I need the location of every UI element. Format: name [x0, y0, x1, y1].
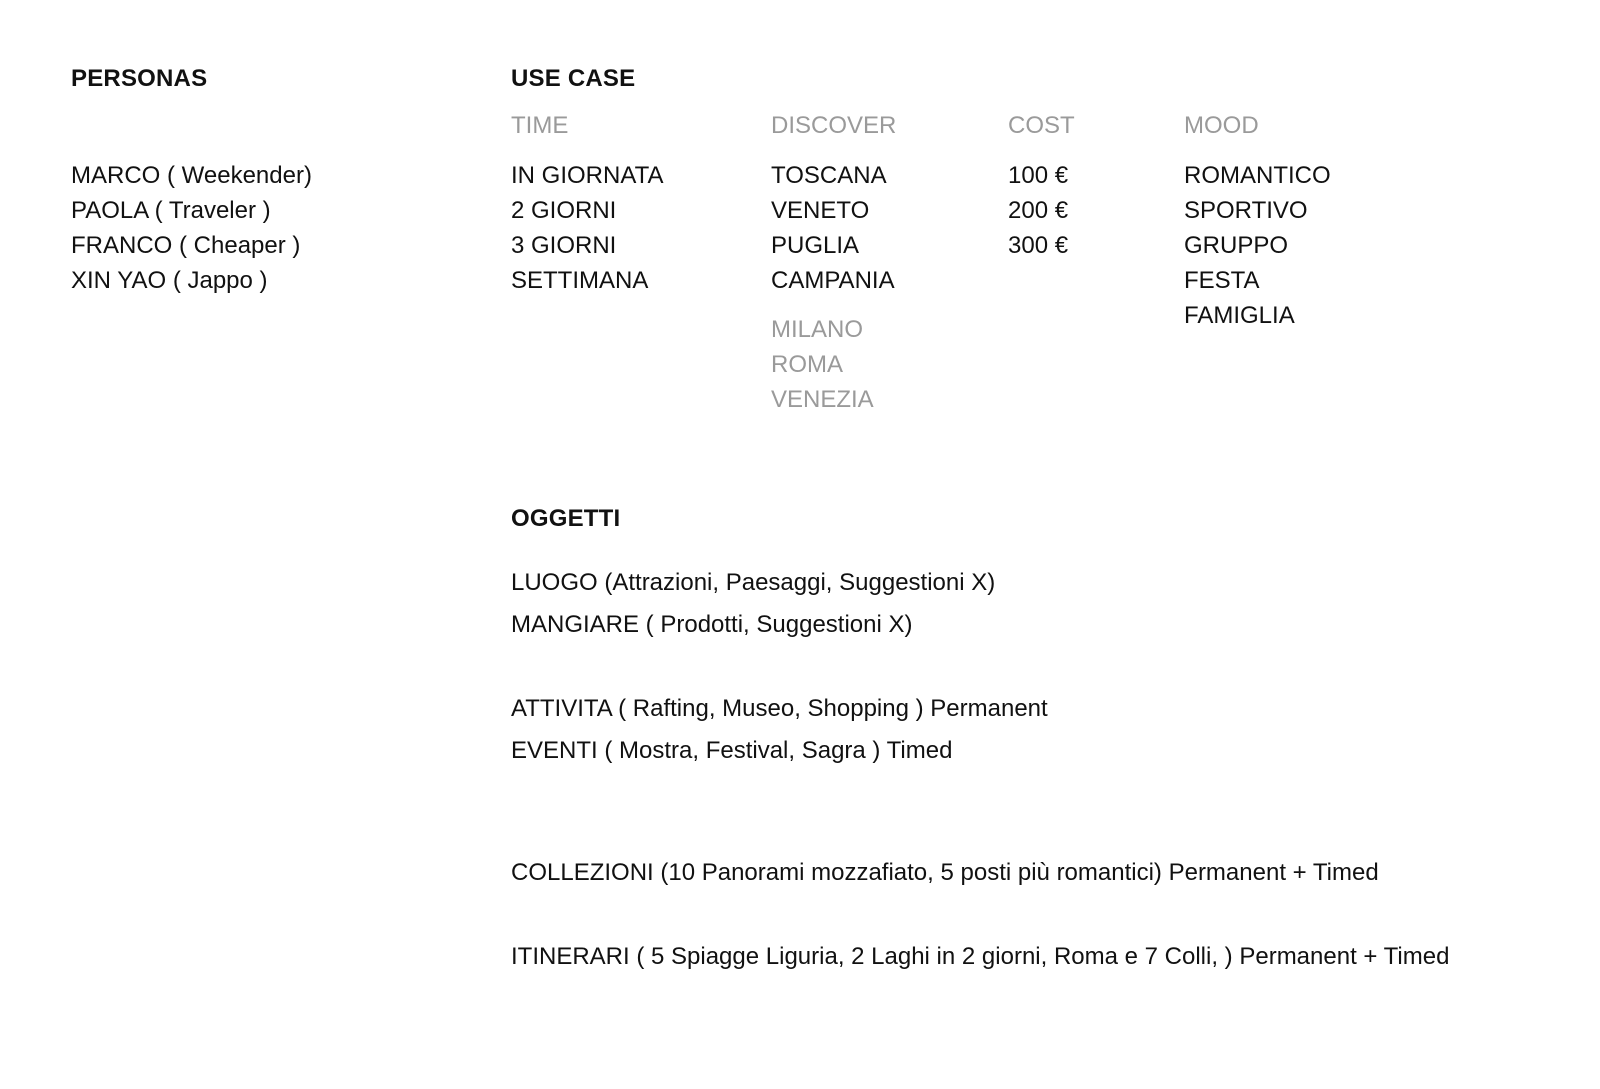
- oggetto-luogo: LUOGO (Attrazioni, Paesaggi, Suggestioni X): [511, 569, 996, 596]
- mood-item: GRUPPO: [1184, 232, 1289, 259]
- time-item: 3 GIORNI: [511, 232, 617, 259]
- discover-city-item: VENEZIA: [771, 386, 874, 413]
- discover-regions-list: [771, 158, 895, 298]
- cost-item: 100 €: [1008, 162, 1069, 189]
- persona-item: PAOLA ( Traveler ): [71, 197, 271, 224]
- cost-column-label: COST: [1008, 112, 1075, 139]
- cost-item: 200 €: [1008, 197, 1069, 224]
- discover-region-item: TOSCANA: [771, 162, 887, 189]
- oggetto-collezioni: COLLEZIONI (10 Panorami mozzafiato, 5 posti più romantici) Permanent + Timed: [511, 859, 1379, 886]
- discover-region-item: CAMPANIA: [771, 267, 895, 294]
- persona-item: FRANCO ( Cheaper ): [71, 232, 301, 259]
- mood-item: ROMANTICO: [1184, 162, 1331, 189]
- oggetto-attivita: ATTIVITA ( Rafting, Museo, Shopping ) Permanent: [511, 695, 1048, 722]
- oggetti-heading: OGGETTI: [511, 505, 621, 532]
- personas-list: [71, 158, 312, 298]
- persona-item: XIN YAO ( Jappo ): [71, 267, 268, 294]
- mood-item: FAMIGLIA: [1184, 302, 1295, 329]
- discover-region-item: PUGLIA: [771, 232, 860, 259]
- time-item: 2 GIORNI: [511, 197, 617, 224]
- time-item: IN GIORNATA: [511, 162, 664, 189]
- personas-heading: PERSONAS: [71, 65, 208, 92]
- persona-item: MARCO ( Weekender): [71, 162, 312, 189]
- cost-list: [1008, 158, 1068, 263]
- mood-list: [1184, 158, 1331, 333]
- time-item: SETTIMANA: [511, 267, 649, 294]
- time-column-label: TIME: [511, 112, 569, 139]
- mood-column-label: MOOD: [1184, 112, 1259, 139]
- discover-city-item: ROMA: [771, 351, 843, 378]
- discover-region-item: VENETO: [771, 197, 870, 224]
- oggetto-itinerari: ITINERARI ( 5 Spiagge Liguria, 2 Laghi in 2 giorni, Roma e 7 Colli, ) Permanent + Timed: [511, 943, 1450, 970]
- oggetto-mangiare: MANGIARE ( Prodotti, Suggestioni X): [511, 611, 913, 638]
- time-list: [511, 158, 663, 298]
- mood-item: SPORTIVO: [1184, 197, 1308, 224]
- oggetto-eventi: EVENTI ( Mostra, Festival, Sagra ) Timed: [511, 737, 953, 764]
- use-case-heading: USE CASE: [511, 65, 636, 92]
- mood-item: FESTA: [1184, 267, 1260, 294]
- discover-column-label: DISCOVER: [771, 112, 897, 139]
- discover-city-item: MILANO: [771, 316, 864, 343]
- discover-cities-list: [771, 312, 874, 417]
- cost-item: 300 €: [1008, 232, 1069, 259]
